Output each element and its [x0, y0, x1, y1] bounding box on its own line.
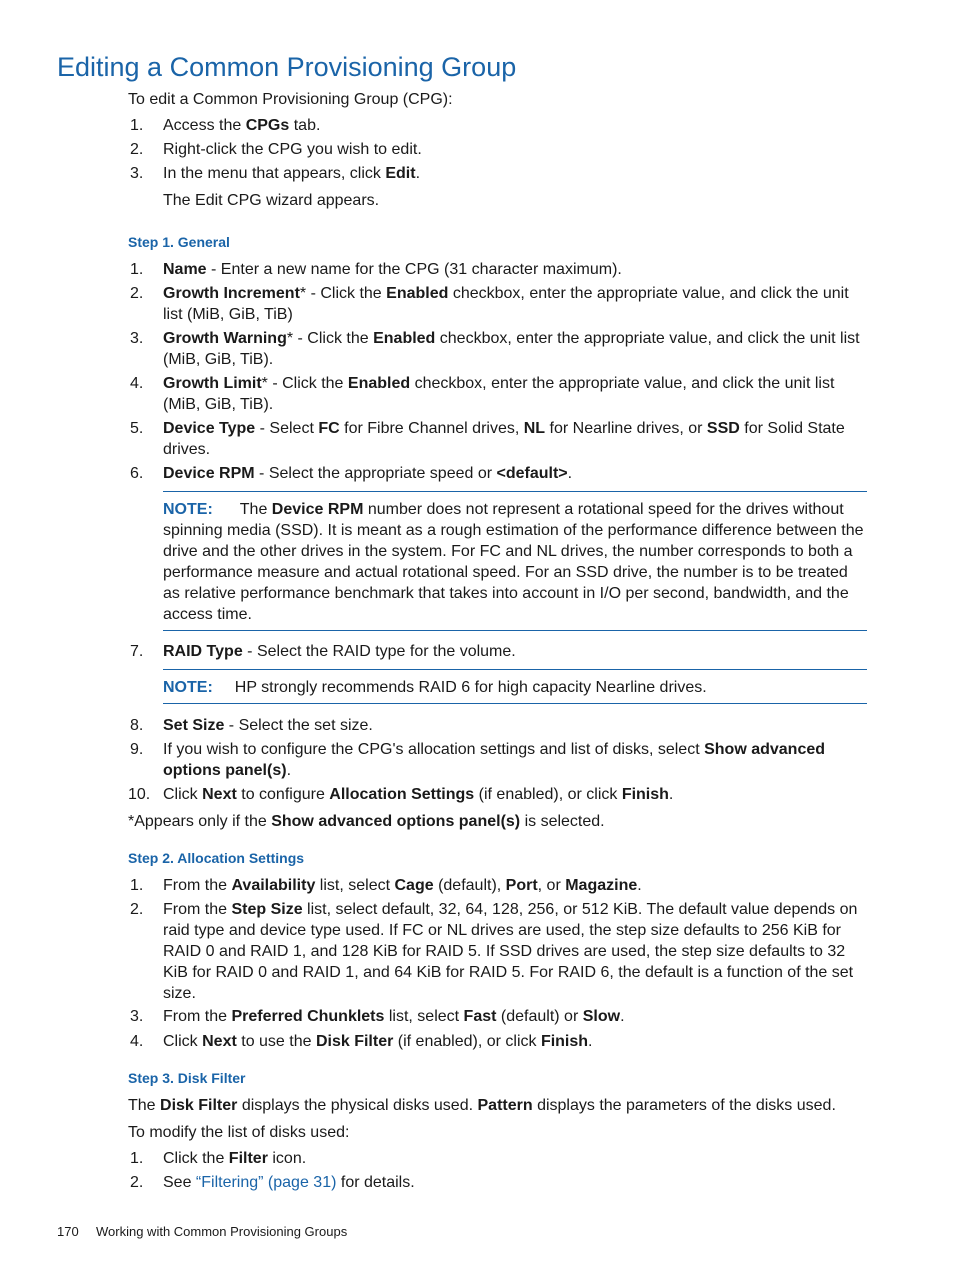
list-number: 5.: [130, 420, 144, 437]
list-item: From the Preferred Chunklets list, select Fast (default) or Slow.: [163, 1008, 625, 1025]
section-heading-step2: Step 2. Allocation Settings: [128, 850, 305, 866]
modify-text: To modify the list of disks used:: [128, 1124, 350, 1141]
list-item: See “Filtering” (page 31) for details.: [163, 1174, 415, 1191]
list-item: Set Size - Select the set size.: [163, 717, 373, 734]
list-number: 1.: [130, 877, 144, 894]
list-item: Device RPM - Select the appropriate speed or <default>.: [163, 465, 573, 482]
list-number: 8.: [130, 717, 144, 734]
list-number: 2.: [130, 141, 144, 158]
section-heading-step1: Step 1. General: [128, 234, 230, 250]
section-heading-step3: Step 3. Disk Filter: [128, 1070, 246, 1086]
list-number: 7.: [130, 643, 144, 660]
list-number: 3.: [130, 165, 144, 182]
list-item: Access the CPGs tab.: [163, 117, 321, 134]
list-item: Growth Warning* - Click the Enabled checkbox, enter the appropriate value, and click the unit list (MiB, GiB, TiB).: [163, 330, 860, 368]
list-item: Right-click the CPG you wish to edit.: [163, 141, 422, 158]
list-number: 3.: [130, 1008, 144, 1025]
note-bottom-rule: [163, 703, 867, 704]
list-item: In the menu that appears, click Edit.: [163, 165, 421, 182]
list-number: 6.: [130, 465, 144, 482]
intro-text: To edit a Common Provisioning Group (CPG):: [128, 91, 453, 108]
page-title: Editing a Common Provisioning Group: [57, 52, 517, 82]
list-number: 2.: [130, 285, 144, 302]
page-number: 170: [57, 1224, 79, 1239]
list-item: From the Availability list, select Cage (default), Port, or Magazine.: [163, 877, 642, 894]
list-number: 4.: [130, 375, 144, 392]
list-number: 1.: [130, 261, 144, 278]
note-device-rpm: NOTE: The Device RPM number does not represent a rotational speed for the drives without spinning media (SSD). It is meant as a rough estimation of the performance difference between the drive and the other drives in the system. For FC and NL drives, the number corresponds to both a performance measure and actual rotational speed. For an SSD drive, the number is to be treated as relative performance benchmark that takes into account in I/O per second, bandwidth, and the access time.: [163, 501, 864, 623]
list-item: If you wish to configure the CPG's allocation settings and list of disks, select Show advanced options panel(s).: [163, 741, 826, 779]
note-raid6: NOTE: HP strongly recommends RAID 6 for high capacity Nearline drives.: [163, 679, 707, 696]
filtering-link[interactable]: “Filtering” (page 31): [195, 1174, 337, 1191]
list-number: 9.: [130, 741, 144, 758]
wizard-appears-text: The Edit CPG wizard appears.: [163, 192, 380, 209]
note-top-rule: [163, 669, 867, 670]
list-item: Click Next to configure Allocation Settings (if enabled), or click Finish.: [163, 786, 674, 803]
list-number: 2.: [130, 901, 144, 918]
list-number: 4.: [130, 1033, 144, 1050]
list-item: Growth Limit* - Click the Enabled checkbox, enter the appropriate value, and click the unit list (MiB, GiB, TiB).: [163, 375, 835, 413]
list-item: RAID Type - Select the RAID type for the volume.: [163, 643, 516, 660]
note-top-rule: [163, 491, 867, 492]
list-item: Click Next to use the Disk Filter (if enabled), or click Finish.: [163, 1033, 593, 1050]
note-bottom-rule: [163, 630, 867, 631]
list-item: Name - Enter a new name for the CPG (31 character maximum).: [163, 261, 622, 278]
list-number: 1.: [130, 117, 144, 134]
list-number: 2.: [130, 1174, 144, 1191]
list-number: 10.: [128, 786, 151, 803]
list-item: Device Type - Select FC for Fibre Channel drives, NL for Nearline drives, or SSD for Solid State drives.: [163, 420, 845, 458]
disk-filter-paragraph: The Disk Filter displays the physical disks used. Pattern displays the parameters of the disks used.: [128, 1097, 836, 1114]
list-number: 1.: [130, 1150, 144, 1167]
footnote: *Appears only if the Show advanced options panel(s) is selected.: [128, 813, 605, 830]
list-item: Growth Increment* - Click the Enabled checkbox, enter the appropriate value, and click the unit list (MiB, GiB, TiB): [163, 285, 849, 323]
footer-section-title: Working with Common Provisioning Groups: [96, 1224, 348, 1239]
list-item: From the Step Size list, select default, 32, 64, 128, 256, or 512 KiB. The default value depends on raid type and device type used. If FC or NL drives are used, the step size defaults to 256 KiB for RAID 0 and RAID 1, and 128 KiB for RAID 5. If SSD drives are used, the step size defaults to 32 KiB for RAID 0 and RAID 1, and 64 KiB for RAID 5. For RAID 6, the default is a function of the set size.: [163, 901, 858, 1002]
list-item: Click the Filter icon.: [163, 1150, 307, 1167]
list-number: 3.: [130, 330, 144, 347]
